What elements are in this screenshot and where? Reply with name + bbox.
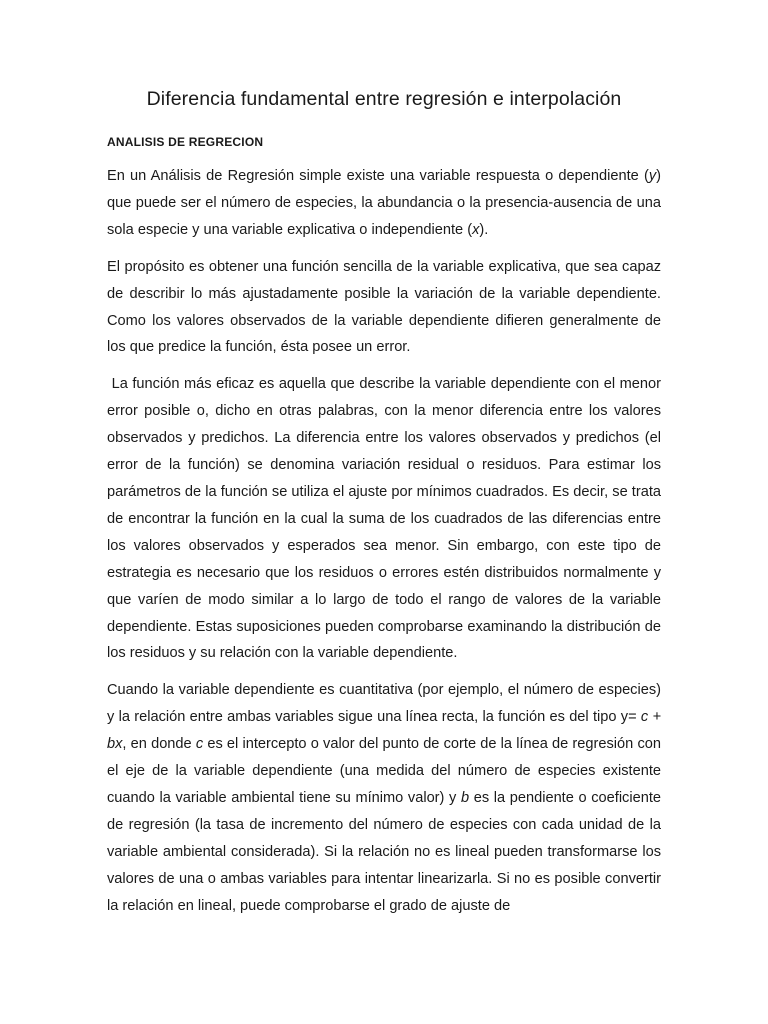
paragraph-1	[107, 163, 661, 244]
paragraph-4-var-c: c	[195, 736, 204, 753]
section-heading: ANALISIS DE REGRECION	[107, 135, 264, 149]
paragraph-4	[107, 677, 661, 919]
paragraph-2: El propósito es obtener una función sencilla de la variable explicativa, que sea capaz de describir lo más ajustadamente posible la variación de la variable dependiente. Como los valores observados de la variable dependiente difieren generalmente de los que predice la función, ésta posee un error.	[107, 258, 661, 356]
paragraph-4-text-e: es el intercepto o valor del punto de corte de la línea de regresión con el eje de la variable dependiente (una medida del número de especies existente cuando la variable ambiental tiene su mínimo valor) y	[107, 736, 661, 806]
document-title: Diferencia fundamental entre regresión e interpolación	[146, 88, 622, 110]
paragraph-1-text-a: En un Análisis de Regresión simple existe una variable respuesta o dependiente (	[107, 168, 649, 184]
paragraph-1-var-x: x	[472, 221, 480, 238]
paragraph-4-text-a: Cuando la variable dependiente es cuantitativa (por ejemplo, el número de especies) y la relación entre ambas variables sigue una línea recta, la función es del tipo y=	[107, 682, 661, 726]
paragraph-4-text-g: es la pendiente o coeficiente de regresión (la tasa de incremento del número de especies con cada unidad de la variable ambiental considerada). Si la relación no es lineal pueden transformarse los valores de una o ambas variables para intentar linearizarla. Si no es posible convertir la relación en lineal, puede comprobarse el grado de ajuste de	[107, 789, 661, 914]
paragraph-4-text-c: , en donde	[122, 736, 196, 753]
paragraph-4-formula: c + bx	[107, 709, 661, 753]
paragraph-1-text-e: ).	[479, 221, 489, 238]
paragraph-4-var-b: b	[460, 789, 470, 806]
paragraph-3: La función más eficaz es aquella que describe la variable dependiente con el menor error posible o, dicho en otras palabras, con la menor diferencia entre los valores observados y predichos. La diferencia entre los valores observados y predichos (el error de la función) se denomina variación residual o residuos. Para estimar los parámetros de la función se utiliza el ajuste por mínimos cuadrados. Es decir, se trata de encontrar la función en la cual la suma de los cuadrados de las diferencias entre los valores observados y esperados sea menor. Sin embargo, con este tipo de estrategia es necesario que los residuos o errores estén distribuidos normalmente y que varíen de modo similar a lo largo de todo el rango de valores de la variable dependiente. Estas suposiciones pueden comprobarse examinando la distribución de los residuos y su relación con la variable dependiente.	[107, 376, 666, 662]
paragraph-1-var-y: y	[648, 168, 657, 184]
paragraph-1-text-c: ) que puede ser el número de especies, la abundancia o la presencia-ausencia de una sola especie y una variable explicativa o independiente (	[107, 168, 661, 238]
